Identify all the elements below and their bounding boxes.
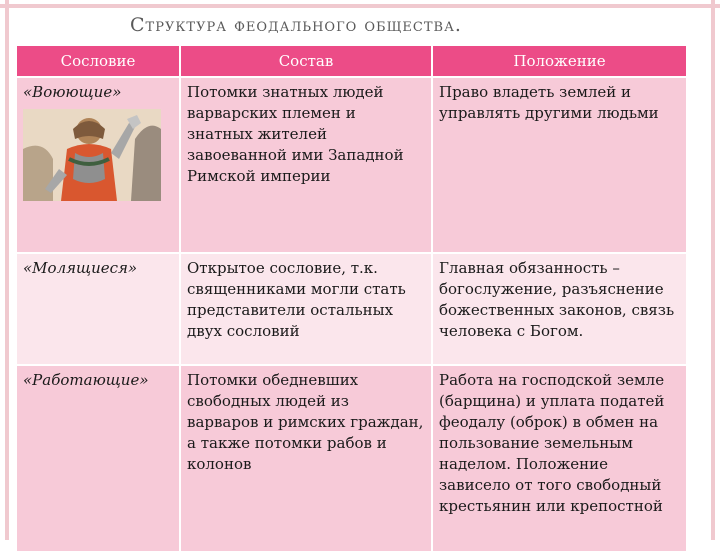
estate-cell	[17, 77, 180, 253]
header-estate: Сословие	[17, 46, 180, 77]
position-cell: Главная обязанность – богослужение, разъяснение божественных законов, связь человека с Богом.	[432, 253, 687, 365]
position-cell: Работа на господской земле (барщина) и уплата податей феодалу (оброк) в обмен на пользование земельным наделом. Положение зависело от того свободный крестьянин или крепостной	[432, 365, 687, 551]
estate-cell: «Работающие»	[17, 365, 180, 551]
table-row	[17, 77, 687, 253]
table-row	[17, 253, 687, 365]
table-header-row	[17, 46, 687, 77]
header-composition: Состав	[180, 46, 432, 77]
composition-cell: Потомки знатных людей варварских племен и знатных жителей завоеванной ими Западной Римской империи	[180, 77, 432, 253]
estate-cell: «Молящиеся»	[17, 253, 180, 365]
knight-illustration-icon	[23, 109, 161, 201]
composition-cell: Открытое сословие, т.к. священниками могли стать представители остальных двух сословий	[180, 253, 432, 365]
position-cell: Право владеть землей и управлять другими людьми	[432, 77, 687, 253]
page-title: Структура феодального общества.	[130, 14, 462, 36]
table-row	[17, 365, 687, 551]
estate-label: «Воюющие»	[23, 83, 122, 101]
composition-cell: Потомки обедневших свободных людей из варваров и римских граждан, а также потомки рабов и колонов	[180, 365, 432, 551]
header-position: Положение	[432, 46, 687, 77]
feudal-structure-table	[17, 46, 688, 551]
